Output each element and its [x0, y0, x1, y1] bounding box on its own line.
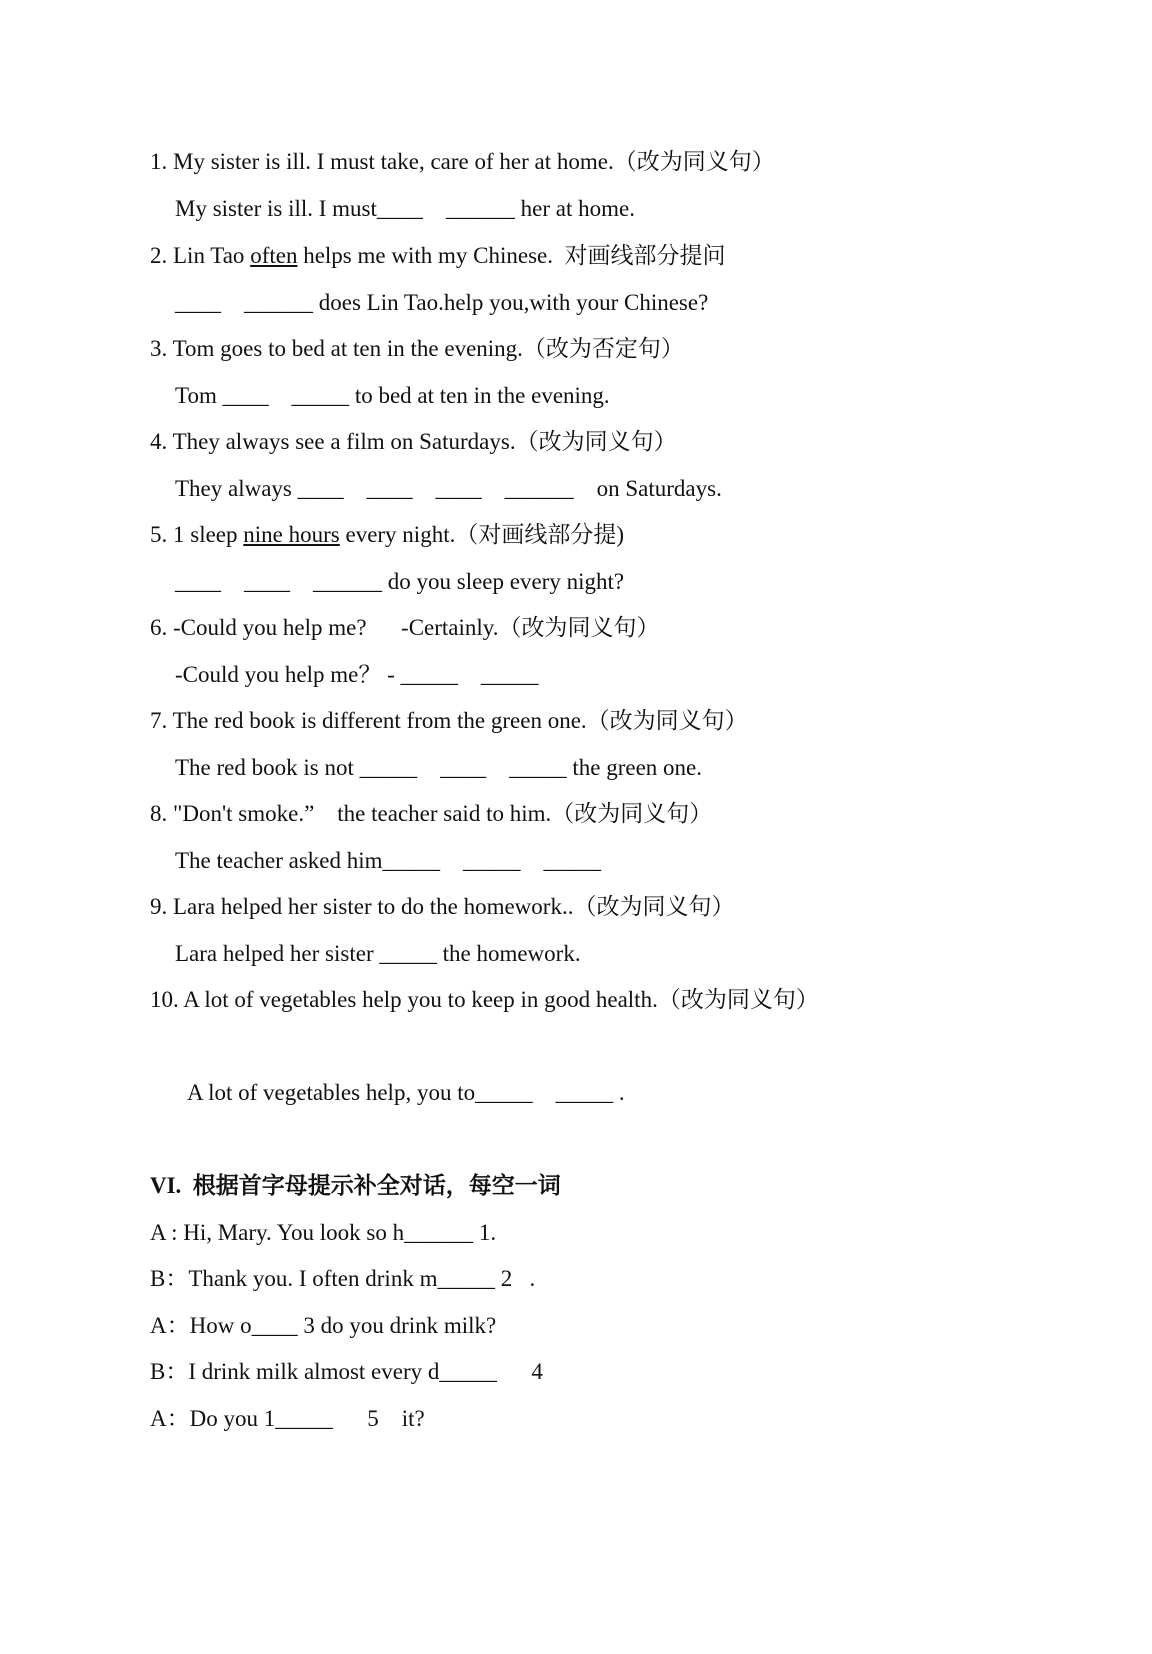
dialogue-line-1: A : Hi, Mary. You look so h______ 1.: [150, 1220, 497, 1245]
dialogue-line-2: B：Thank you. I often drink m_____ 2 .: [150, 1266, 536, 1291]
question-5: 5. 1 sleep nine hours every night.（对画线部分提): [150, 522, 624, 547]
answer-3: Tom ____ _____ to bed at ten in the evening.: [175, 383, 610, 408]
answer-6: -Could you help me？ - _____ _____: [175, 662, 539, 687]
dialogue-line-5: A：Do you 1_____ 5 it?: [150, 1406, 425, 1431]
question-8: 8. "Don't smoke.” the teacher said to him.（改为同义句）: [150, 801, 713, 826]
question-1: 1. My sister is ill. I must take, care of her at home.（改为同义句）: [150, 149, 775, 174]
answer-8: The teacher asked him_____ _____ _____: [175, 848, 602, 873]
question-4: 4. They always see a film on Saturdays.（改为同义句）: [150, 429, 677, 454]
dialogue-line-4: B：I drink milk almost every d_____ 4: [150, 1359, 543, 1384]
answer-2: ____ ______ does Lin Tao.help you,with your Chinese?: [175, 290, 709, 315]
answer-10: A lot of vegetables help, you to_____ _____ .: [187, 1080, 625, 1105]
answer-1: My sister is ill. I must____ ______ her at home.: [175, 196, 635, 221]
answer-9: Lara helped her sister _____ the homework.: [175, 941, 581, 966]
question-3: 3. Tom goes to bed at ten in the evening.（改为否定句）: [150, 336, 684, 361]
question-9: 9. Lara helped her sister to do the homework..（改为同义句）: [150, 894, 735, 919]
answer-7: The red book is not _____ ____ _____ the green one.: [175, 755, 702, 780]
underlined-phrase: nine hours: [243, 522, 340, 547]
question-7: 7. The red book is different from the green one.（改为同义句）: [150, 708, 748, 733]
answer-4: They always ____ ____ ____ ______ on Saturdays.: [175, 476, 722, 501]
section-heading: VI. 根据首字母提示补全对话，每空一词: [150, 1173, 561, 1198]
answer-5: ____ ____ ______ do you sleep every night?: [175, 569, 625, 594]
question-10: 10. A lot of vegetables help you to keep in good health.（改为同义句）: [150, 987, 819, 1012]
question-6: 6. -Could you help me? -Certainly.（改为同义句）: [150, 615, 660, 640]
underlined-word: often: [250, 243, 298, 268]
question-2: 2. Lin Tao often helps me with my Chinese. 对画线部分提问: [150, 243, 726, 268]
dialogue-line-3: A：How o____ 3 do you drink milk?: [150, 1313, 497, 1338]
